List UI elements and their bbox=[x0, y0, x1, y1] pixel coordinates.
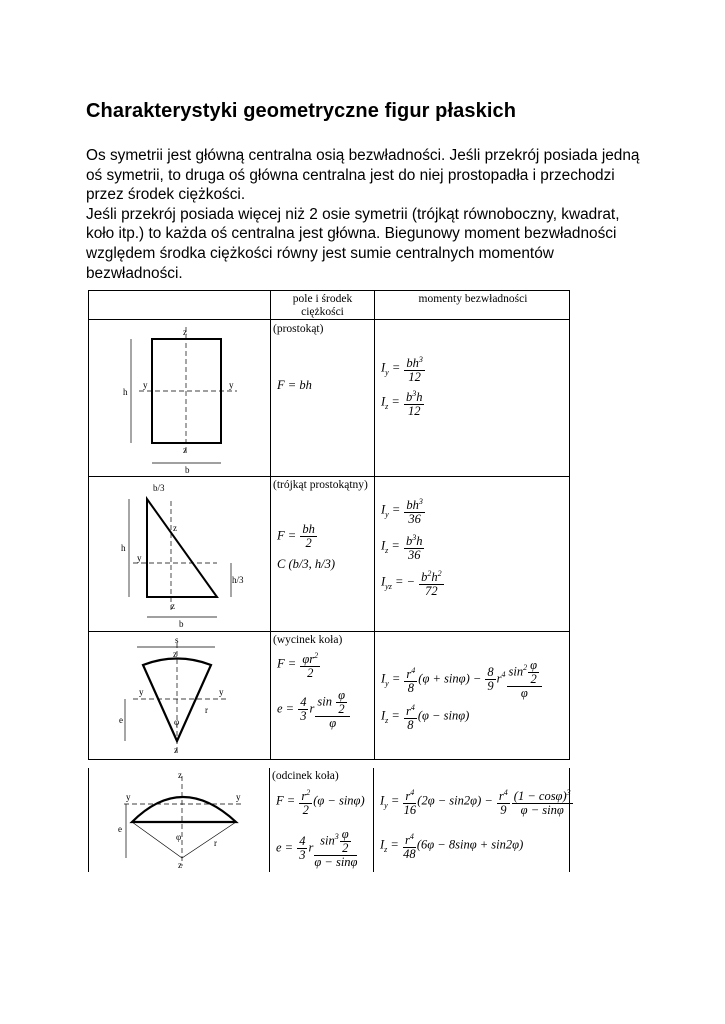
svg-text:h/3: h/3 bbox=[232, 575, 244, 585]
segment-diagram bbox=[108, 770, 268, 870]
intro-paragraph-2: Jeśli przekrój posiada więcej niż 2 osie symetrii (trójkąt równoboczny, kwadrat, koło itp.) to każda oś centralna jest główna. Biegunowy moment bezwładności względem środka ciężkości równy jest sumie centralnych momentów bezwładności. bbox=[86, 205, 620, 282]
svg-text:z: z bbox=[171, 601, 175, 611]
svg-text:z: z bbox=[173, 523, 177, 533]
svg-text:y: y bbox=[219, 687, 224, 697]
svg-text:y: y bbox=[126, 792, 131, 802]
svg-text:s: s bbox=[175, 635, 179, 645]
centroid-formula: e = $\frac{4}{3}$ r $\sin^3$ $\frac{\varphi}{2}$ φ − sinφ bbox=[276, 827, 358, 869]
sector-diagram bbox=[119, 635, 269, 759]
column-divider bbox=[270, 291, 271, 759]
row-divider bbox=[89, 319, 569, 320]
svg-text:h: h bbox=[123, 387, 128, 397]
triangle-diagram bbox=[119, 479, 269, 629]
row-name: (prostokąt) bbox=[273, 323, 324, 335]
svg-text:z: z bbox=[178, 860, 182, 870]
svg-text:y: y bbox=[139, 687, 144, 697]
area-formula: F = $\frac{\varphi r^2}{2}$ bbox=[277, 651, 319, 681]
area-formula: F = $\frac{bh}{2}$ bbox=[277, 522, 315, 550]
svg-text:r: r bbox=[214, 838, 217, 848]
svg-text:z: z bbox=[173, 649, 177, 659]
area-formula: F = bh bbox=[277, 378, 312, 392]
row-divider bbox=[89, 476, 569, 477]
moment-formula: $I_y$ = $\frac{bh^3}{36}$ bbox=[381, 497, 423, 527]
svg-text:b/3: b/3 bbox=[153, 483, 165, 493]
svg-text:r: r bbox=[205, 705, 208, 715]
moment-formula: $I_z$ = $\frac{b^3h}{36}$ bbox=[381, 533, 423, 563]
moment-formula: $I_{yz}$ = − $\frac{b^2h^2}{72}$ bbox=[381, 569, 442, 599]
moment-formula: $I_y$ = $\frac{r^4}{8}$ (φ + sinφ) − $\frac{8}{9}$ $r^4$ $\sin^2$ $\frac{\varphi}{2}$ φ bbox=[381, 659, 543, 700]
moment-formula: $I_z$ = $\frac{b^3h}{12}$ bbox=[381, 389, 423, 419]
row-divider bbox=[89, 631, 569, 632]
rectangle-diagram bbox=[119, 323, 269, 473]
svg-text:z: z bbox=[174, 745, 178, 755]
row-name: (trójkąt prostokątny) bbox=[273, 479, 368, 491]
area-formula: F = $\frac{r^2}{2}$ (φ − sinφ) bbox=[276, 788, 365, 818]
svg-text:y: y bbox=[137, 553, 142, 563]
svg-text:φ: φ bbox=[176, 832, 182, 842]
header-moments: momenty bezwładności bbox=[418, 293, 528, 305]
moment-formula: $I_z$ = $\frac{r^4}{48}$ (6φ − 8sinφ + sin2φ) bbox=[380, 832, 524, 862]
column-divider bbox=[569, 768, 570, 872]
svg-text:e: e bbox=[118, 824, 122, 834]
svg-text:h: h bbox=[121, 543, 126, 553]
properties-table-continued bbox=[88, 768, 570, 872]
column-divider bbox=[374, 291, 375, 759]
svg-text:b: b bbox=[179, 619, 184, 629]
svg-text:z: z bbox=[183, 445, 187, 455]
moment-formula: $I_y$ = $\frac{bh^3}{12}$ bbox=[381, 355, 423, 385]
svg-text:φ: φ bbox=[174, 717, 180, 727]
svg-text:b: b bbox=[185, 465, 190, 473]
centroid-formula: e = $\frac{4}{3}$ r sin $\frac{\varphi}{2}$ φ bbox=[277, 689, 351, 730]
column-divider bbox=[269, 768, 270, 872]
column-divider bbox=[373, 768, 374, 872]
row-name: (wycinek koła) bbox=[273, 634, 343, 646]
moment-formula: $I_z$ = $\frac{r^4}{8}$ (φ − sinφ) bbox=[381, 703, 470, 733]
svg-text:y: y bbox=[229, 380, 234, 390]
properties-table bbox=[88, 290, 570, 760]
intro-text bbox=[86, 146, 646, 283]
page-title: Charakterystyki geometryczne figur płaskich bbox=[86, 100, 517, 122]
svg-text:e: e bbox=[119, 715, 123, 725]
svg-text:z: z bbox=[178, 770, 182, 780]
header-area-centroid: pole i środek ciężkości bbox=[292, 293, 353, 318]
column-divider bbox=[88, 768, 89, 872]
svg-text:y: y bbox=[143, 380, 148, 390]
svg-text:y: y bbox=[236, 792, 241, 802]
centroid-formula: C (b/3, h/3) bbox=[277, 557, 335, 571]
moment-formula: $I_y$ = $\frac{r^4}{16}$ (2φ − sin2φ) − $\frac{r^4}{9}$ $\frac{(1 - \cos\varphi)^3}{\varphi - \sin\varphi}$ bbox=[380, 788, 571, 818]
intro-paragraph-1: Os symetrii jest główną centralna osią bezwładności. Jeśli przekrój posiada jedną oś symetrii, to druga oś główna centralna jest do niej prostopadła i przechodzi przez środek ciężkości. bbox=[86, 147, 640, 204]
svg-text:z: z bbox=[183, 327, 187, 337]
row-name: (odcinek koła) bbox=[272, 770, 339, 782]
